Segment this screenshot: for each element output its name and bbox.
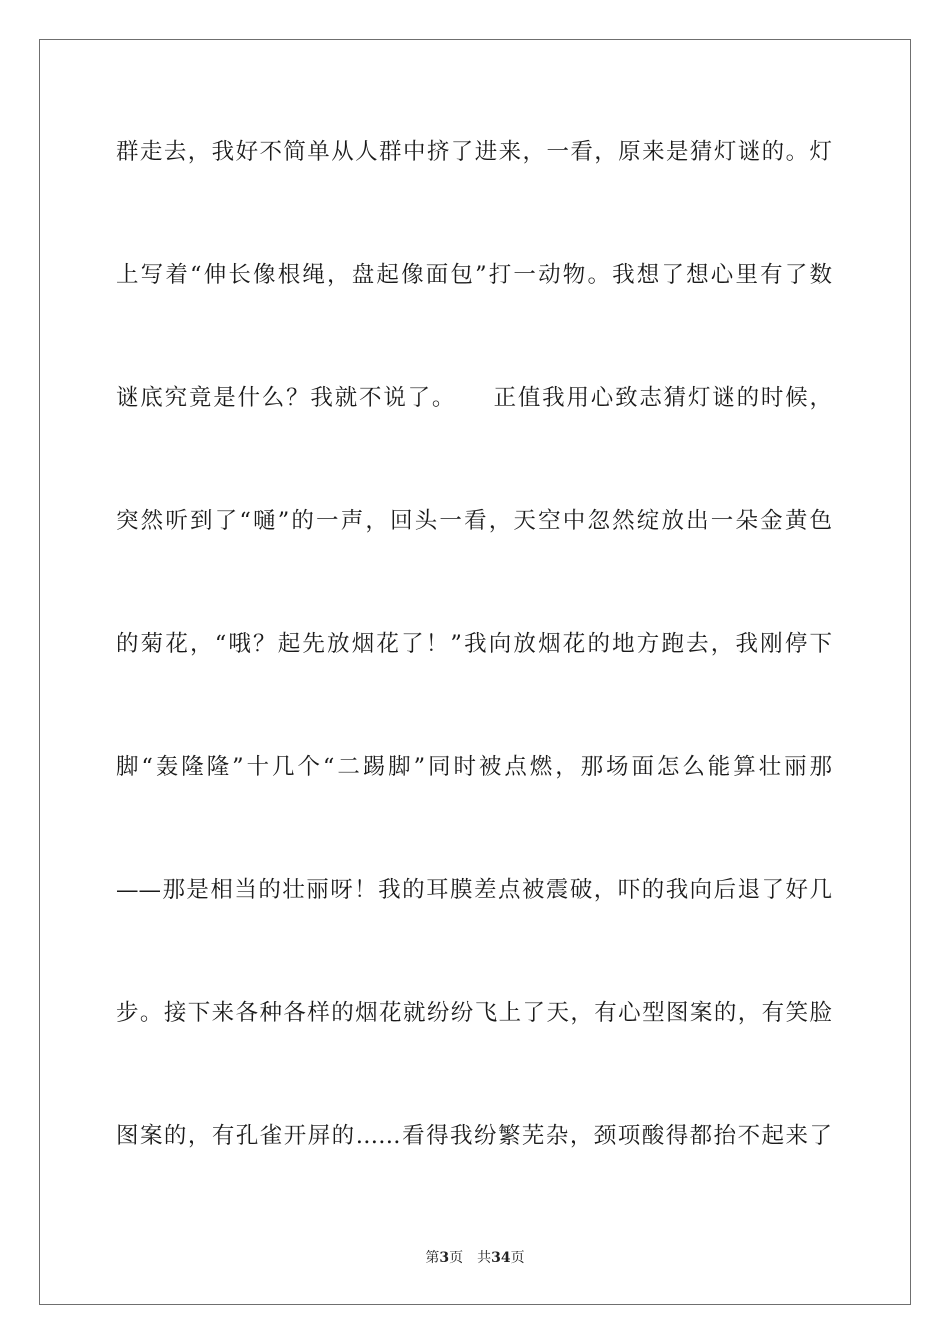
page-prefix: 第 (425, 1250, 440, 1266)
page-number: 3 (439, 1250, 450, 1266)
page-suffix: 页 (449, 1250, 464, 1266)
text-line: 脚“轰隆隆”十几个“二踢脚”同时被点燃，那场面怎么能算壮丽那 (116, 754, 832, 780)
text-line: 图案的，有孔雀开屏的……看得我纷繁芜杂，颈项酸得都抬不起来了 (116, 1123, 832, 1149)
text-line: 谜底究竟是什么？我就不说了。 正值我用心致志猜灯谜的时候， (116, 385, 832, 411)
page-footer (0, 1248, 950, 1268)
text-line: 突然听到了“嗵”的一声，回头一看，天空中忽然绽放出一朵金黄色 (116, 508, 832, 534)
total-prefix: 共 (477, 1250, 492, 1266)
text-line: 群走去，我好不简单从人群中挤了进来，一看，原来是猜灯谜的。灯 (116, 139, 832, 165)
text-line: 的菊花，“哦？起先放烟花了！”我向放烟花的地方跑去，我刚停下 (116, 631, 832, 657)
total-suffix: 页 (510, 1250, 525, 1266)
text-line: 步。接下来各种各样的烟花就纷纷飞上了天，有心型图案的，有笑脸 (116, 1000, 832, 1026)
text-line: 上写着“伸长像根绳，盘起像面包”打一动物。我想了想心里有了数 (116, 262, 832, 288)
text-line: ——那是相当的壮丽呀！我的耳膜差点被震破，吓的我向后退了好几 (116, 877, 832, 903)
total-pages: 34 (491, 1250, 511, 1266)
